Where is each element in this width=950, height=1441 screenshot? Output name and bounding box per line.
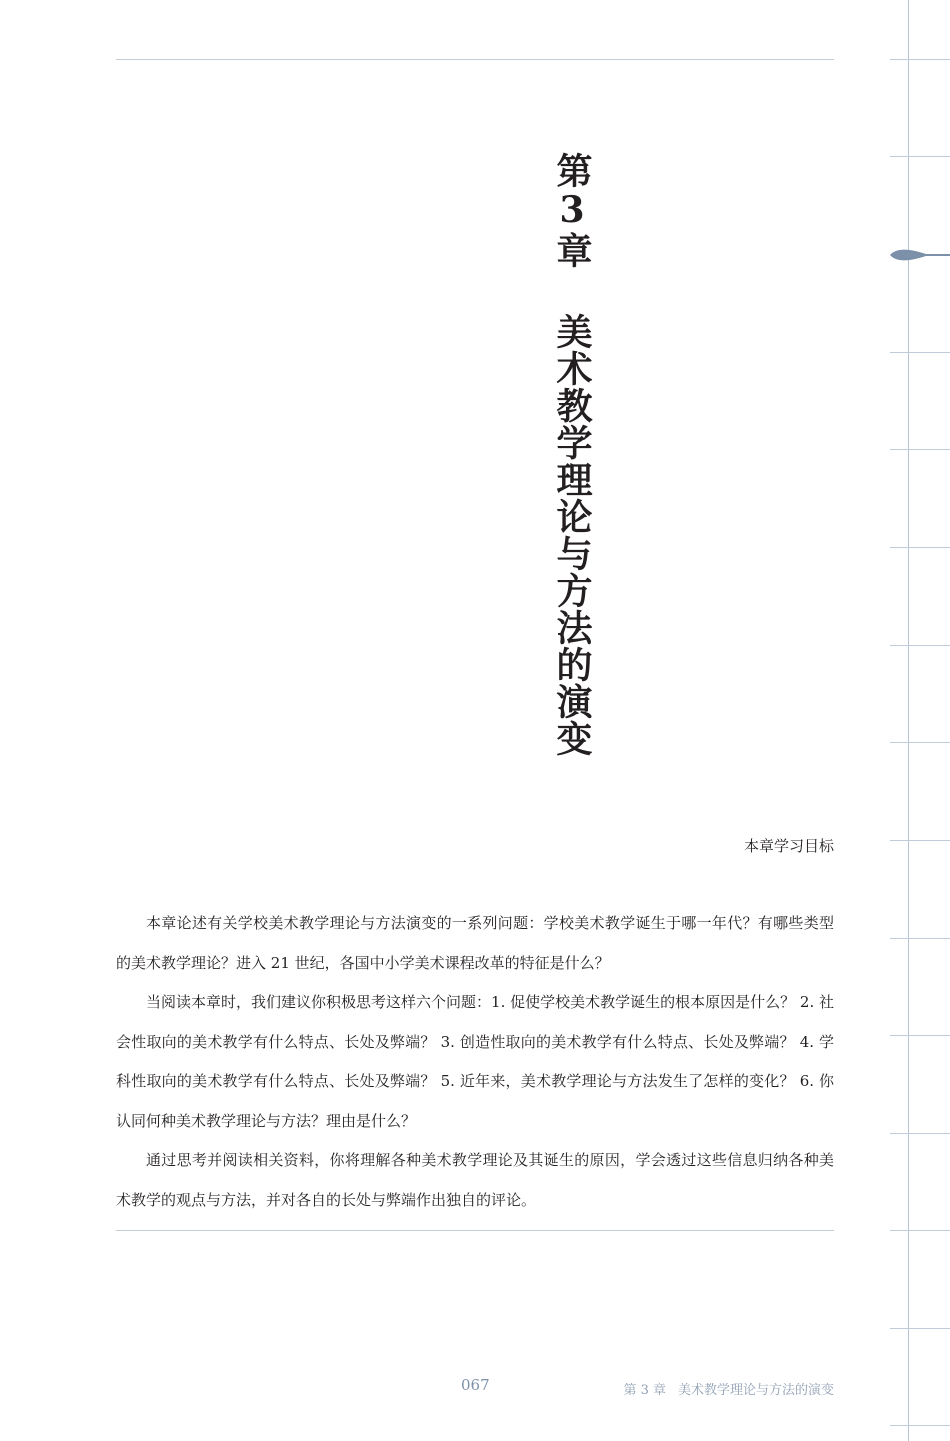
paragraph: 当阅读本章时，我们建议你积极思考这样六个问题：1. 促使学校美术教学诞生的根本原因是什么？ 2. 社会性取向的美术教学有什么特点、长处及弊端？ 3. 创造性取向的美术教学有什么特点、长处及弊端？ 4. 学科性取向的美术教学有什么特点、长处及弊端？ 5. 近年来，美术教学理论与方法发生了怎样的变化？ 6. 你认同何种美术教学理论与方法？理由是什么？ <box>116 993 834 1130</box>
objectives-heading: 本章学习目标 <box>743 837 834 855</box>
side-tab-tick <box>890 742 950 743</box>
paragraph: 本章论述有关学校美术教学理论与方法演变的一系列问题：学校美术教学诞生于哪一年代？有哪些类型的美术教学理论？进入 21 世纪，各国中小学美术课程改革的特征是什么？ <box>116 914 834 972</box>
side-tab-tick <box>890 1035 950 1036</box>
running-head-title: 美术教学理论与方法的演变 <box>677 1383 834 1398</box>
paragraph: 通过思考并阅读相关资料，你将理解各种美术教学理论及其诞生的原因，学会透过这些信息归纳各种美术教学的观点与方法，并对各自的长处与弊端作出独自的评论。 <box>116 1151 834 1209</box>
chapter-number: 3 <box>551 189 593 232</box>
running-head-chapter: 第 3 章 <box>623 1383 666 1398</box>
page-number: 067 <box>461 1376 490 1394</box>
side-tab-tick <box>890 938 950 939</box>
side-tab-line <box>908 0 909 1441</box>
side-tab-tick <box>890 156 950 157</box>
objectives-body <box>116 904 834 1220</box>
chapter-title-text: 美术教学理论与方法的演变 <box>551 313 593 757</box>
side-tab-tick <box>890 1230 950 1231</box>
bottom-rule <box>116 1230 834 1231</box>
side-tab-tick <box>890 645 950 646</box>
side-tab-tick <box>890 1133 950 1134</box>
side-tab-tick <box>890 547 950 548</box>
side-tab-tick <box>890 1425 950 1426</box>
side-tab-tick <box>890 449 950 450</box>
top-rule <box>116 59 834 60</box>
running-head <box>623 1379 834 1398</box>
side-tab-tick <box>890 840 950 841</box>
side-tab-tick <box>890 352 950 353</box>
chapter-title <box>550 152 594 757</box>
chapter-suffix: 章 <box>551 232 593 269</box>
chapter-tab-marker-icon <box>890 248 950 262</box>
chapter-prefix: 第 <box>551 152 593 189</box>
side-tab-tick <box>890 1328 950 1329</box>
side-tab-tick <box>890 59 950 60</box>
